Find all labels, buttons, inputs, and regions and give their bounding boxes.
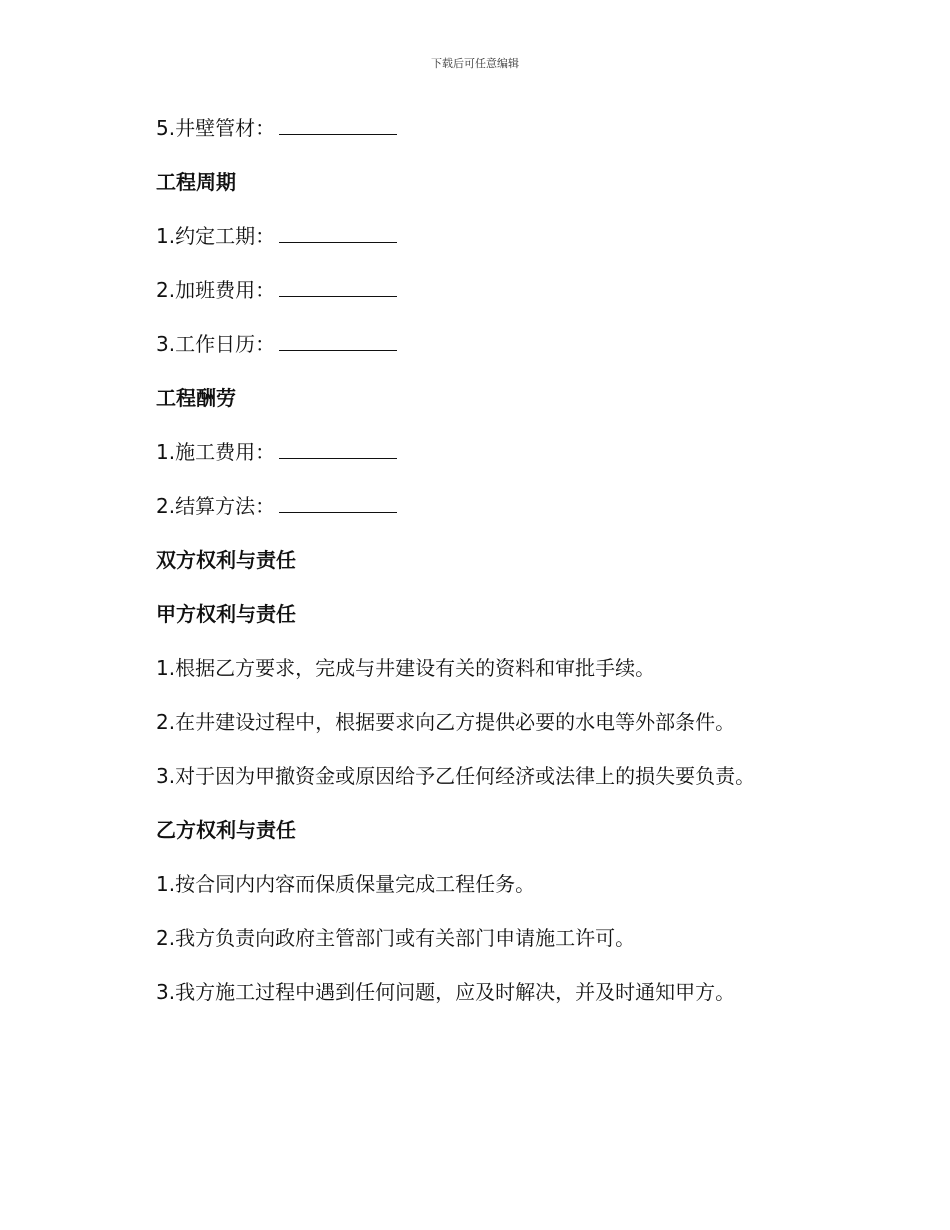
section-heading-party-a: 甲方权利与责任 <box>156 602 296 626</box>
section-heading-rights: 双方权利与责任 <box>156 548 296 572</box>
party-a-clause-1: 1.根据乙方要求，完成与井建设有关的资料和审批手续。 <box>156 656 656 680</box>
section-heading-payment: 工程酬劳 <box>156 386 236 410</box>
field-settlement-method <box>156 490 856 544</box>
field-label: 5.井壁管材： <box>156 116 276 140</box>
party-a-clause-3: 3.对于因为甲撤资金或原因给予乙任何经济或法律上的损失要负责。 <box>156 764 756 788</box>
field-well-wall-pipe <box>156 112 856 166</box>
field-label: 3.工作日历： <box>156 332 276 356</box>
page-header-note: 下载后可任意编辑 <box>431 57 519 70</box>
blank-fill-line[interactable] <box>279 112 397 135</box>
party-b-clause-2: 2.我方负责向政府主管部门或有关部门申请施工许可。 <box>156 926 636 950</box>
blank-fill-line[interactable] <box>279 490 397 513</box>
document-body <box>156 112 856 1030</box>
party-b-clause-1: 1.按合同内内容而保质保量完成工程任务。 <box>156 872 536 896</box>
blank-fill-line[interactable] <box>279 436 397 459</box>
party-b-clause-3: 3.我方施工过程中遇到任何问题，应及时解决，并及时通知甲方。 <box>156 980 736 1004</box>
field-construction-cost <box>156 436 856 490</box>
blank-fill-line[interactable] <box>279 328 397 351</box>
field-label: 2.加班费用： <box>156 278 276 302</box>
field-overtime-cost <box>156 274 856 328</box>
field-label: 2.结算方法： <box>156 494 276 518</box>
blank-fill-line[interactable] <box>279 220 397 243</box>
field-label: 1.约定工期： <box>156 224 276 248</box>
blank-fill-line[interactable] <box>279 274 397 297</box>
field-work-calendar <box>156 328 856 382</box>
field-agreed-period <box>156 220 856 274</box>
section-heading-party-b: 乙方权利与责任 <box>156 818 296 842</box>
section-heading-schedule: 工程周期 <box>156 170 236 194</box>
field-label: 1.施工费用： <box>156 440 276 464</box>
party-a-clause-2: 2.在井建设过程中，根据要求向乙方提供必要的水电等外部条件。 <box>156 710 736 734</box>
